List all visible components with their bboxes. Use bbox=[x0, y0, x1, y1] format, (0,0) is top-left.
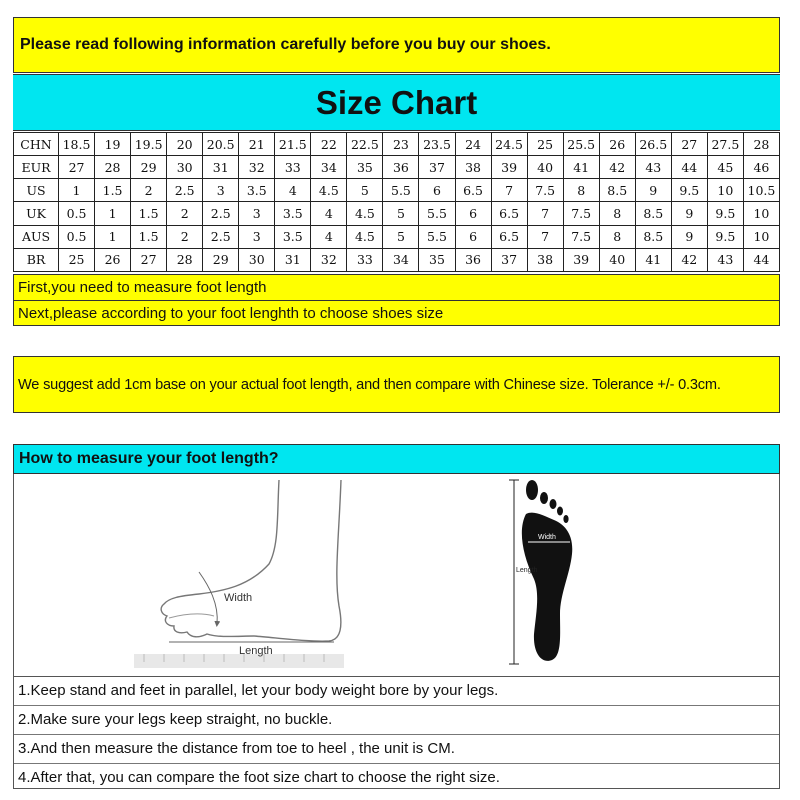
size-cell: 7.5 bbox=[563, 202, 599, 225]
size-cell: 30 bbox=[239, 248, 275, 271]
step-next: Next,please according to your foot lenghth to choose shoes size bbox=[14, 300, 779, 326]
size-cell: 5.5 bbox=[419, 225, 455, 248]
size-cell: 9 bbox=[635, 179, 671, 202]
size-cell: 20.5 bbox=[203, 133, 239, 156]
size-table-body bbox=[14, 133, 780, 272]
size-cell: 8 bbox=[563, 179, 599, 202]
toe-3 bbox=[550, 499, 557, 509]
size-cell: 1.5 bbox=[131, 202, 167, 225]
size-cell: 3.5 bbox=[275, 202, 311, 225]
width-arrow bbox=[199, 572, 217, 624]
size-cell: 9.5 bbox=[671, 179, 707, 202]
size-cell: 24.5 bbox=[491, 133, 527, 156]
size-cell: 3 bbox=[239, 202, 275, 225]
size-cell: 8.5 bbox=[599, 179, 635, 202]
suggestion-text: We suggest add 1cm base on your actual foot length, and then compare with Chinese size. Tolerance +/- 0.3cm. bbox=[18, 376, 721, 393]
size-cell: 27.5 bbox=[707, 133, 743, 156]
size-chart-title bbox=[13, 74, 780, 131]
size-cell: 4 bbox=[275, 179, 311, 202]
size-cell: 20 bbox=[167, 133, 203, 156]
size-row-chn bbox=[14, 133, 780, 156]
size-cell: 25 bbox=[527, 133, 563, 156]
size-cell: 42 bbox=[599, 156, 635, 179]
foot-side-view-illustration bbox=[129, 476, 369, 676]
size-cell: 3.5 bbox=[239, 179, 275, 202]
size-cell: 21.5 bbox=[275, 133, 311, 156]
toe-2 bbox=[540, 492, 548, 504]
size-cell: 36 bbox=[455, 248, 491, 271]
size-cell: 40 bbox=[527, 156, 563, 179]
toe-5 bbox=[563, 515, 568, 523]
size-cell: 45 bbox=[707, 156, 743, 179]
size-cell: 38 bbox=[455, 156, 491, 179]
size-row-uk bbox=[14, 202, 780, 225]
size-cell: 5 bbox=[383, 225, 419, 248]
size-cell: 9 bbox=[671, 225, 707, 248]
size-cell: 5 bbox=[383, 202, 419, 225]
size-cell: 31 bbox=[275, 248, 311, 271]
size-cell: 21 bbox=[239, 133, 275, 156]
size-cell: 27 bbox=[671, 133, 707, 156]
size-cell: 36 bbox=[383, 156, 419, 179]
size-cell: 32 bbox=[311, 248, 347, 271]
instruction-1: 1.Keep stand and feet in parallel, let your body weight bore by your legs. bbox=[18, 682, 499, 699]
size-cell: 22 bbox=[311, 133, 347, 156]
size-cell: 26 bbox=[599, 133, 635, 156]
size-cell: 2 bbox=[167, 225, 203, 248]
size-cell: 19 bbox=[95, 133, 131, 156]
size-cell: 1 bbox=[59, 179, 95, 202]
size-cell: 31 bbox=[203, 156, 239, 179]
size-row-label: BR bbox=[14, 248, 59, 271]
size-cell: 2 bbox=[167, 202, 203, 225]
title-text: Size Chart bbox=[315, 83, 478, 121]
size-cell: 4.5 bbox=[347, 225, 383, 248]
size-cell: 8 bbox=[599, 202, 635, 225]
size-cell: 10 bbox=[743, 225, 779, 248]
size-cell: 29 bbox=[203, 248, 239, 271]
instruction-3: 3.And then measure the distance from toe to heel , the unit is CM. bbox=[14, 734, 779, 763]
size-cell: 26.5 bbox=[635, 133, 671, 156]
size-cell: 43 bbox=[635, 156, 671, 179]
suggestion-banner bbox=[13, 356, 780, 413]
size-cell: 4 bbox=[311, 225, 347, 248]
size-cell: 1 bbox=[95, 225, 131, 248]
side-width-label: Width bbox=[224, 592, 253, 604]
size-cell: 7 bbox=[527, 225, 563, 248]
size-cell: 28 bbox=[743, 133, 779, 156]
size-cell: 37 bbox=[419, 156, 455, 179]
toe-line bbox=[169, 614, 214, 618]
size-cell: 1.5 bbox=[95, 179, 131, 202]
size-cell: 7 bbox=[491, 179, 527, 202]
size-row-br bbox=[14, 248, 780, 271]
size-cell: 35 bbox=[347, 156, 383, 179]
size-cell: 3.5 bbox=[275, 225, 311, 248]
size-cell: 6.5 bbox=[455, 179, 491, 202]
size-cell: 44 bbox=[671, 156, 707, 179]
size-cell: 10.5 bbox=[743, 179, 779, 202]
size-cell: 10 bbox=[743, 202, 779, 225]
size-cell: 39 bbox=[563, 248, 599, 271]
size-cell: 1.5 bbox=[131, 225, 167, 248]
size-cell: 2.5 bbox=[167, 179, 203, 202]
size-cell: 9 bbox=[671, 202, 707, 225]
size-cell: 4.5 bbox=[347, 202, 383, 225]
steps-box bbox=[13, 274, 780, 326]
size-cell: 41 bbox=[635, 248, 671, 271]
size-cell: 42 bbox=[671, 248, 707, 271]
size-cell: 1 bbox=[95, 202, 131, 225]
size-cell: 8 bbox=[599, 225, 635, 248]
size-cell: 6.5 bbox=[491, 225, 527, 248]
size-cell: 3 bbox=[203, 179, 239, 202]
size-cell: 30 bbox=[167, 156, 203, 179]
size-cell: 46 bbox=[743, 156, 779, 179]
size-cell: 6.5 bbox=[491, 202, 527, 225]
footprint-illustration bbox=[504, 474, 584, 674]
size-cell: 6 bbox=[455, 225, 491, 248]
size-cell: 37 bbox=[491, 248, 527, 271]
size-cell: 6 bbox=[455, 202, 491, 225]
size-cell: 24 bbox=[455, 133, 491, 156]
size-cell: 33 bbox=[347, 248, 383, 271]
size-cell: 7.5 bbox=[527, 179, 563, 202]
size-row-label: AUS bbox=[14, 225, 59, 248]
size-cell: 25 bbox=[59, 248, 95, 271]
instruction-2: 2.Make sure your legs keep straight, no buckle. bbox=[14, 705, 779, 734]
size-row-label: UK bbox=[14, 202, 59, 225]
instruction-4: 4.After that, you can compare the foot size chart to choose the right size. bbox=[14, 763, 779, 792]
size-row-us bbox=[14, 179, 780, 202]
size-cell: 4 bbox=[311, 202, 347, 225]
size-cell: 9.5 bbox=[707, 202, 743, 225]
size-cell: 28 bbox=[95, 156, 131, 179]
size-cell: 23 bbox=[383, 133, 419, 156]
measure-heading-bar bbox=[13, 444, 780, 474]
size-cell: 23.5 bbox=[419, 133, 455, 156]
size-row-label: US bbox=[14, 179, 59, 202]
size-cell: 2.5 bbox=[203, 202, 239, 225]
size-cell: 33 bbox=[275, 156, 311, 179]
size-cell: 10 bbox=[707, 179, 743, 202]
size-cell: 26 bbox=[95, 248, 131, 271]
size-cell: 4.5 bbox=[311, 179, 347, 202]
size-cell: 34 bbox=[383, 248, 419, 271]
size-cell: 29 bbox=[131, 156, 167, 179]
size-cell: 2.5 bbox=[203, 225, 239, 248]
foot-outline bbox=[161, 480, 341, 641]
size-cell: 8.5 bbox=[635, 225, 671, 248]
size-cell: 7 bbox=[527, 202, 563, 225]
notice-banner bbox=[13, 17, 780, 73]
size-cell: 2 bbox=[131, 179, 167, 202]
size-cell: 5 bbox=[347, 179, 383, 202]
size-cell: 27 bbox=[59, 156, 95, 179]
measure-heading: How to measure your foot length? bbox=[19, 450, 279, 467]
size-cell: 22.5 bbox=[347, 133, 383, 156]
size-cell: 19.5 bbox=[131, 133, 167, 156]
size-cell: 5.5 bbox=[383, 179, 419, 202]
size-cell: 7.5 bbox=[563, 225, 599, 248]
size-cell: 32 bbox=[239, 156, 275, 179]
size-cell: 38 bbox=[527, 248, 563, 271]
toe-4 bbox=[557, 507, 563, 516]
size-cell: 40 bbox=[599, 248, 635, 271]
big-toe bbox=[526, 480, 538, 500]
size-row-eur bbox=[14, 156, 780, 179]
step-first: First,you need to measure foot length bbox=[18, 279, 267, 296]
size-cell: 9.5 bbox=[707, 225, 743, 248]
size-cell: 5.5 bbox=[419, 202, 455, 225]
size-cell: 0.5 bbox=[59, 225, 95, 248]
size-row-label: CHN bbox=[14, 133, 59, 156]
size-cell: 43 bbox=[707, 248, 743, 271]
notice-text: Please read following information carefully before you buy our shoes. bbox=[20, 36, 551, 53]
size-cell: 35 bbox=[419, 248, 455, 271]
side-length-label: Length bbox=[239, 645, 273, 657]
size-cell: 0.5 bbox=[59, 202, 95, 225]
print-length-label: Length bbox=[516, 567, 538, 574]
size-cell: 39 bbox=[491, 156, 527, 179]
print-width-label: Width bbox=[538, 534, 556, 541]
size-cell: 18.5 bbox=[59, 133, 95, 156]
size-table bbox=[13, 132, 780, 272]
size-cell: 41 bbox=[563, 156, 599, 179]
instructions-box bbox=[13, 676, 780, 789]
size-cell: 28 bbox=[167, 248, 203, 271]
measure-illustration-area bbox=[13, 474, 780, 676]
size-cell: 34 bbox=[311, 156, 347, 179]
size-cell: 8.5 bbox=[635, 202, 671, 225]
size-cell: 44 bbox=[743, 248, 779, 271]
size-row-aus bbox=[14, 225, 780, 248]
size-cell: 3 bbox=[239, 225, 275, 248]
size-row-label: EUR bbox=[14, 156, 59, 179]
size-cell: 6 bbox=[419, 179, 455, 202]
size-cell: 25.5 bbox=[563, 133, 599, 156]
size-cell: 27 bbox=[131, 248, 167, 271]
